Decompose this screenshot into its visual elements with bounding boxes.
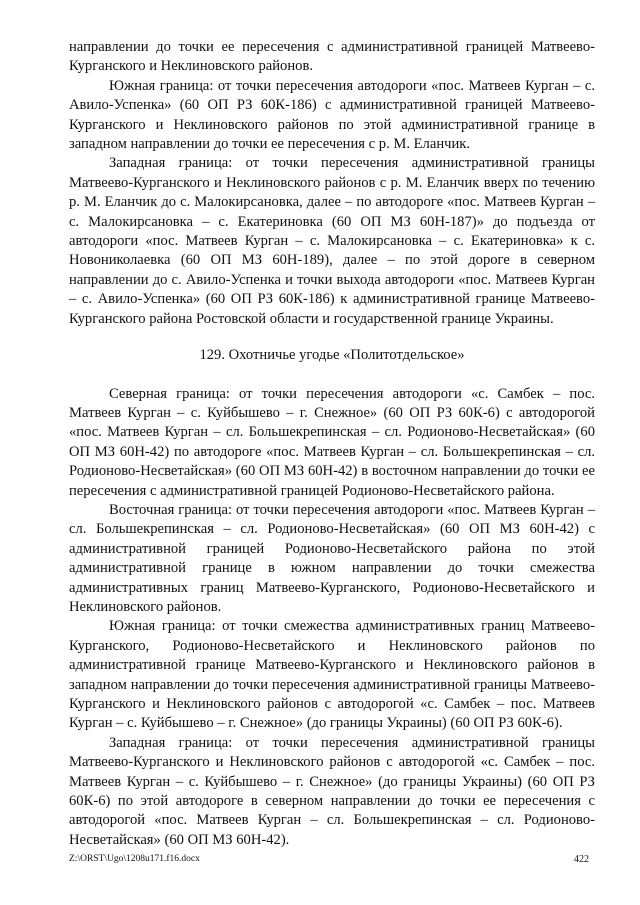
section-heading: 129. Охотничье угодье «Политотдельское»: [199, 347, 465, 364]
paragraph-west-border: Западная граница: от точки пересечения административной границы Матвеево-Курганского и Неклиновского районов с автодорогой «с. Самбек – пос. Матвеев Курган – с. Куйбышево – г. Снежное» (до границы Украины) (60 ОП РЗ 60К-6) по этой автодороге в северном направлении до точки ее пересечения с автодорогой «пос. Матвеев Курган – сл. Большекрепинская – сл. Родионово-Несветайская» (60 ОП МЗ 60Н-42).: [69, 734, 595, 848]
paragraph-south-border-prev: Южная граница: от точки пересечения автодороги «пос. Матвеев Курган – с. Авило-Успенка» (60 ОП РЗ 60К-186) с административной границей Матвеево-Курганского и Неклиновского районов по этой административной границе в западном направлении до точки ее пересечения с р. М. Еланчик.: [69, 77, 595, 153]
paragraph-south-border: Южная граница: от точки смежества административных границ Матвеево-Курганского, Родионово-Несветайского и Неклиновского районов по административной границе Матвеево-Курганского и Неклиновского районов в западном направлении до точки пересечения административной границы Матвеево-Курганского и Неклиновского районов с автодорогой «с. Самбек – пос. Матвеев Курган – с. Куйбышево – г. Снежное» (до границы Украины) (60 ОП РЗ 60К-6).: [69, 618, 595, 732]
paragraph-west-border-prev: Западная граница: от точки пересечения административной границы Матвеево-Курганского и Неклиновского районов с р. М. Еланчик вверх по течению р. М. Еланчик до с. Малокирсановка, далее – по автодороге «пос. Матвеев Курган – с. Малокирсановка – с. Екатериновка (60 ОП МЗ 60Н-187)» до подъезда от автодороги «пос. Матвеев Курган – с. Малокирсановка – с. Екатериновка» к с. Новониколаевка (60 ОП МЗ 60Н-189), далее – по этой дороге в северном направлении до с. Авило-Успенка и точки выхода автодороги «пос. Матвеев Курган – с. Авило-Успенка» (60 ОП РЗ 60К-186) к административной границе Матвеево-Курганского района Ростовской области и государственной границе Украины.: [69, 155, 595, 327]
footer-page-number: 422: [574, 854, 589, 865]
paragraph-north-border: Северная граница: от точки пересечения автодороги «с. Самбек – пос. Матвеев Курган – с. Куйбышево – г. Снежное» (60 ОП РЗ 60К-6) с автодорогой «пос. Матвеев Курган – сл. Большекрепинская – сл. Родионово-Несветайская» (60 ОП МЗ 60Н-42) по автодороге «пос. Матвеев Курган – сл. Большекрепинская – сл. Родионово-Несветайская» (60 ОП МЗ 60Н-42) в восточном направлении до точки ее пересечения с административной границей Родионово-Несветайского района.: [69, 385, 595, 499]
document-page: [69, 38, 595, 850]
footer-file-path: Z:\ORST\Ugo\1208u171.f16.docx: [69, 854, 200, 864]
paragraph-east-border: Восточная граница: от точки пересечения автодороги «пос. Матвеев Курган – сл. Большекрепинская – сл. Родионово-Несветайская» (60 ОП МЗ 60Н-42) с административной границей Родионово-Несветайского района по этой административной границе в южном направлении до точки смежества административных границ Матвеево-Курганского, Родионово-Несветайского и Неклиновского районов.: [69, 501, 595, 615]
paragraph-continuation: направлении до точки ее пересечения с административной границей Матвеево-Курганского и Неклиновского районов.: [69, 39, 595, 75]
